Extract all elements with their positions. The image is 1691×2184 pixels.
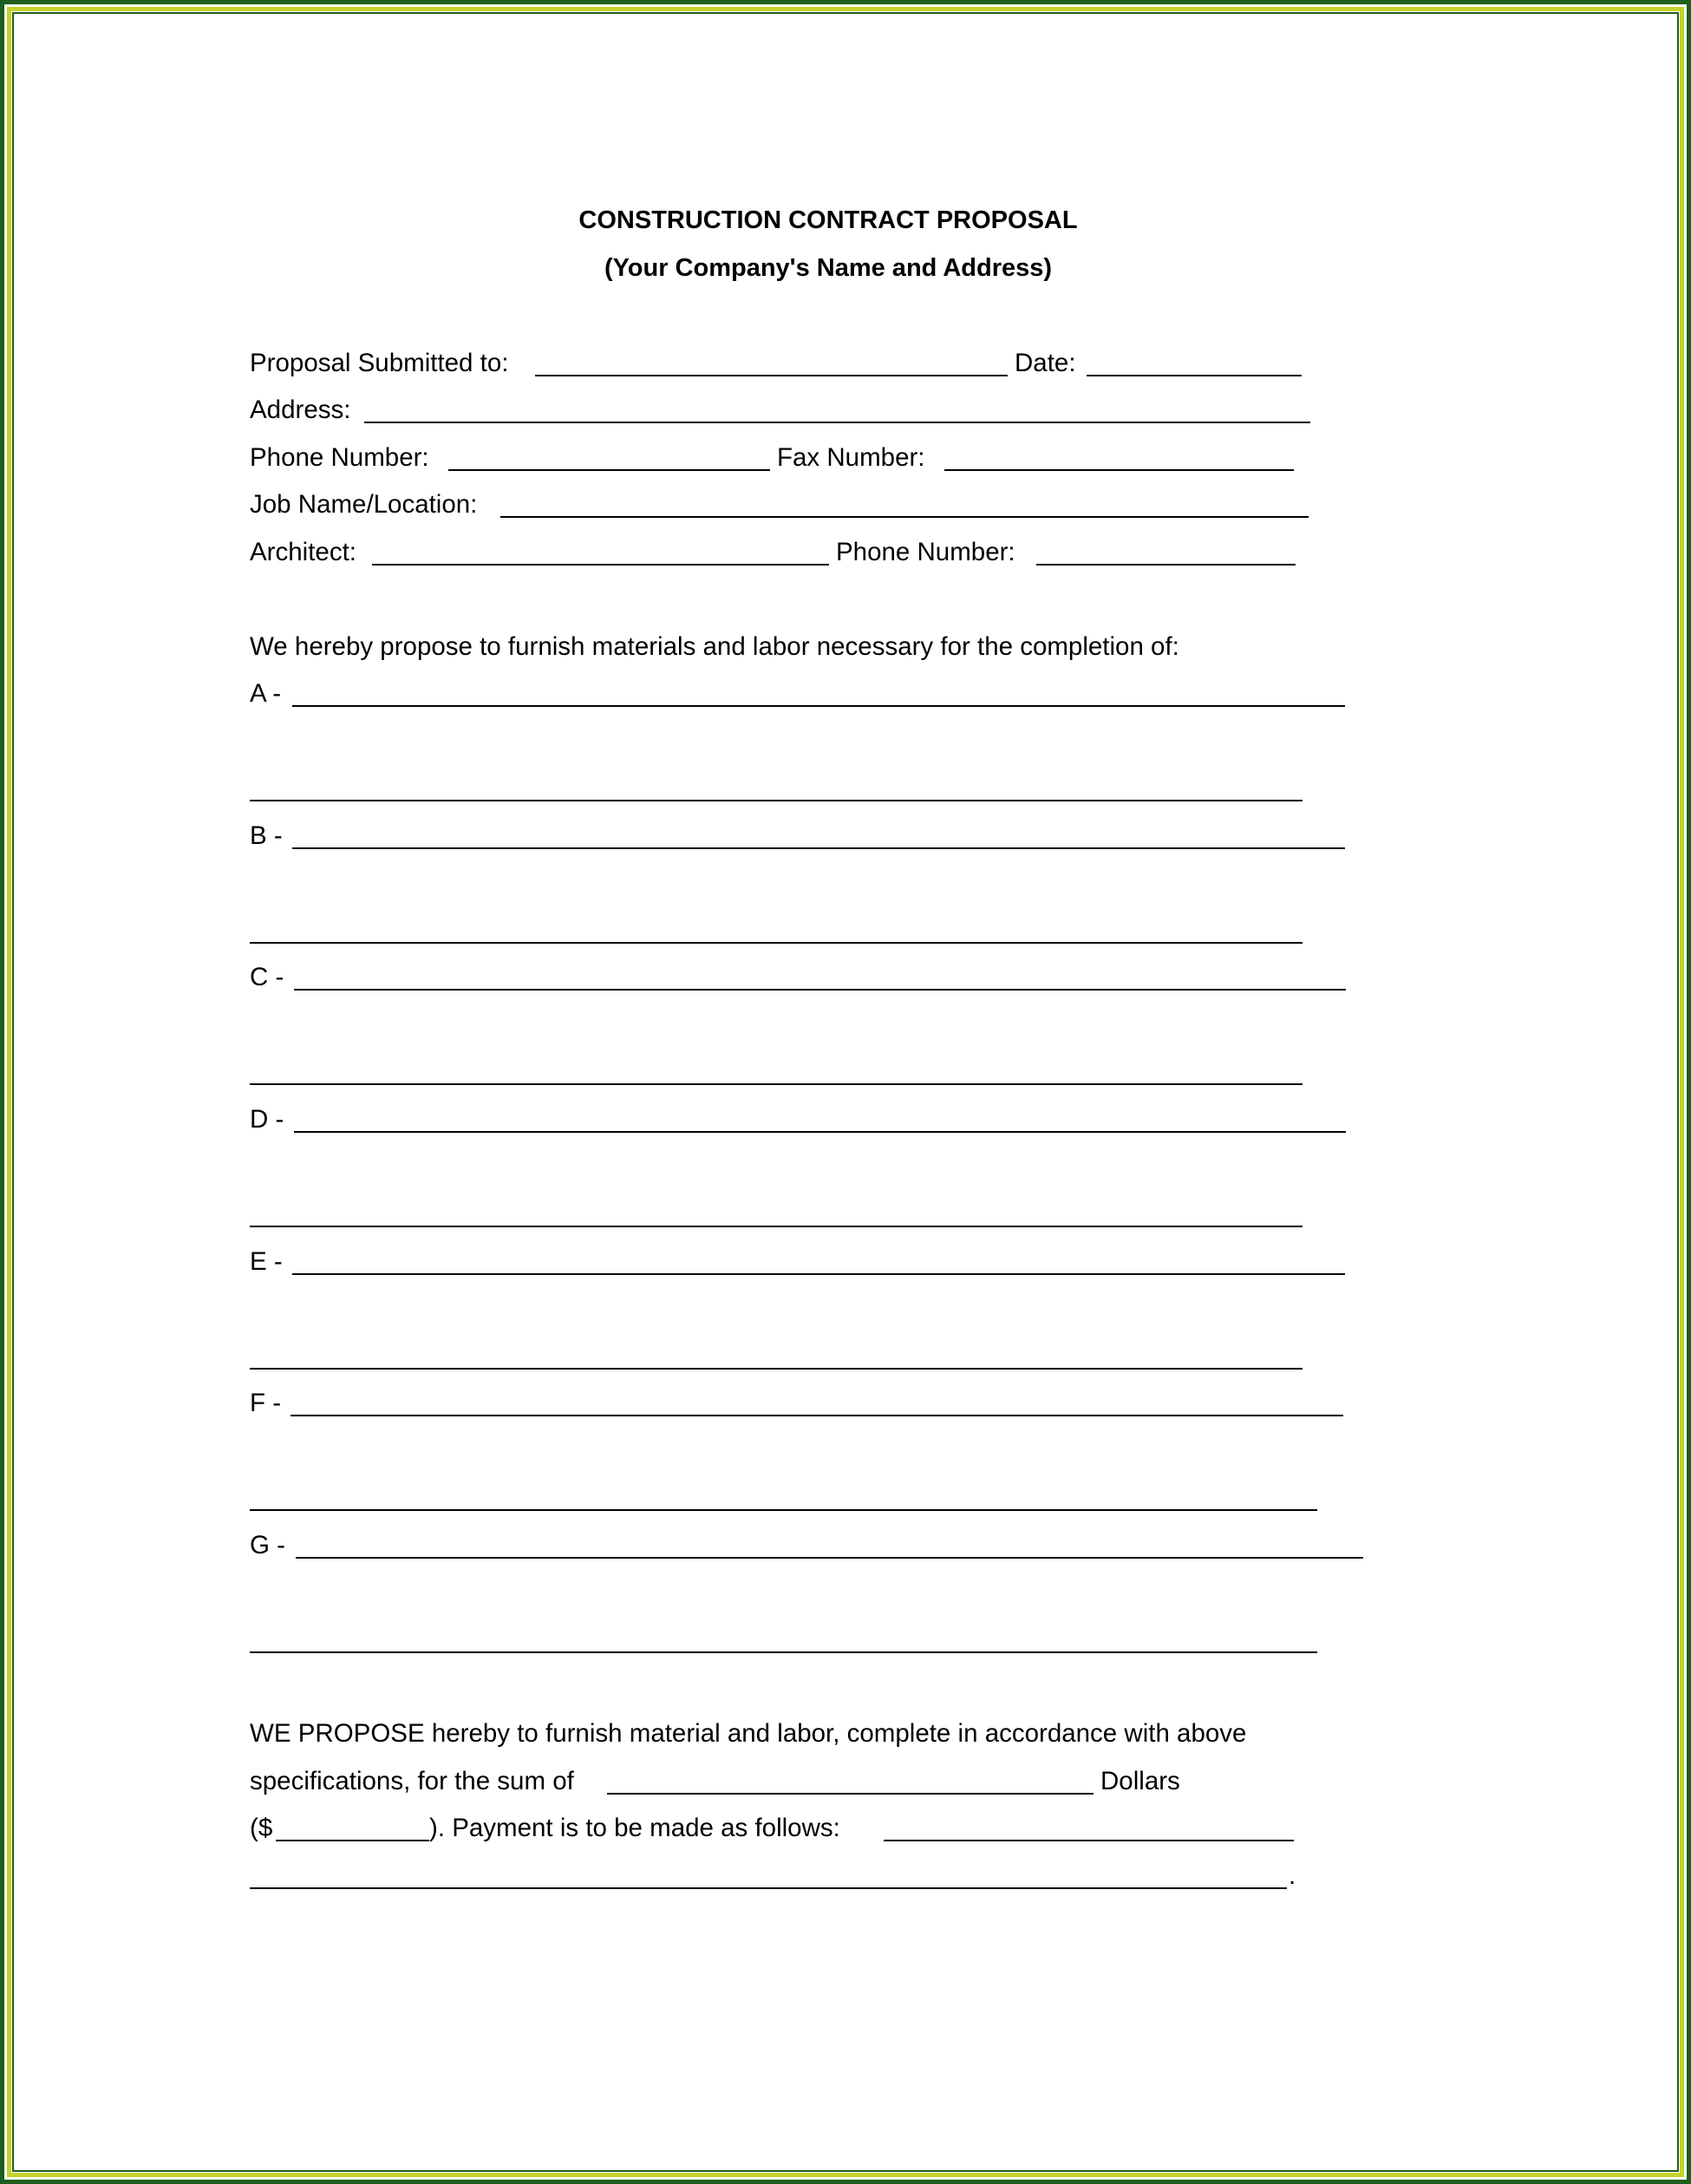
payment-terms-field[interactable] — [884, 1840, 1294, 1841]
scope-item-label-e: E - — [250, 1247, 283, 1276]
scope-item-d-line-1[interactable] — [294, 1131, 1346, 1133]
phone-label: Phone Number: — [250, 443, 429, 472]
job-location-label: Job Name/Location: — [250, 490, 478, 519]
scope-item-f-line-1[interactable] — [291, 1415, 1343, 1416]
scope-item-label-c: C - — [250, 963, 284, 991]
payment-terms-field-continued[interactable] — [250, 1887, 1287, 1889]
scope-item-c-line-1[interactable] — [294, 989, 1346, 991]
job-location-field[interactable] — [500, 516, 1309, 518]
terms-line-1: WE PROPOSE hereby to furnish material and labor, complete in accordance with above — [250, 1719, 1247, 1748]
fax-field[interactable] — [944, 469, 1294, 471]
amount-field[interactable] — [276, 1840, 429, 1841]
fax-label: Fax Number: — [777, 443, 925, 472]
scope-item-d-line-2[interactable] — [250, 1226, 1303, 1227]
phone-field[interactable] — [448, 469, 770, 471]
scope-item-e-line-2[interactable] — [250, 1368, 1303, 1370]
terms-payment-label: ). Payment is to be made as follows: — [429, 1814, 840, 1842]
scope-item-label-d: D - — [250, 1105, 284, 1134]
document-title: CONSTRUCTION CONTRACT PROPOSAL — [578, 206, 1078, 234]
scope-item-g-line-1[interactable] — [296, 1557, 1363, 1559]
date-field[interactable] — [1087, 375, 1302, 376]
sum-in-words-field[interactable] — [607, 1793, 1094, 1795]
architect-phone-field[interactable] — [1036, 564, 1296, 566]
terms-period: . — [1289, 1861, 1296, 1890]
scope-item-e-line-1[interactable] — [292, 1273, 1345, 1275]
scope-item-label-a: A - — [250, 679, 282, 708]
address-label: Address: — [250, 396, 351, 424]
date-label: Date: — [1015, 349, 1076, 377]
scope-item-c-line-2[interactable] — [250, 1083, 1303, 1085]
scope-item-b-line-1[interactable] — [292, 847, 1345, 849]
scope-item-a-line-2[interactable] — [250, 800, 1303, 801]
scope-item-label-g: G - — [250, 1531, 285, 1560]
scope-item-label-f: F - — [250, 1389, 282, 1417]
scope-item-a-line-1[interactable] — [292, 705, 1345, 707]
address-field[interactable] — [364, 422, 1310, 423]
architect-phone-label: Phone Number: — [836, 538, 1015, 566]
scope-item-label-b: B - — [250, 821, 283, 850]
terms-sum-label: specifications, for the sum of — [250, 1767, 574, 1795]
terms-amount-open: ($ — [250, 1814, 273, 1842]
submitted-to-label: Proposal Submitted to: — [250, 349, 509, 377]
scope-item-g-line-2[interactable] — [250, 1651, 1317, 1653]
scope-intro: We hereby propose to furnish materials and labor necessary for the completion of: — [250, 632, 1179, 661]
submitted-to-field[interactable] — [535, 375, 1008, 376]
terms-dollars-label: Dollars — [1100, 1767, 1180, 1795]
scope-item-f-line-2[interactable] — [250, 1509, 1317, 1511]
scope-item-b-line-2[interactable] — [250, 942, 1303, 944]
company-name-placeholder: (Your Company's Name and Address) — [604, 254, 1053, 282]
architect-field[interactable] — [372, 564, 829, 566]
page-border-innermost — [12, 12, 1679, 2172]
architect-label: Architect: — [250, 538, 356, 566]
